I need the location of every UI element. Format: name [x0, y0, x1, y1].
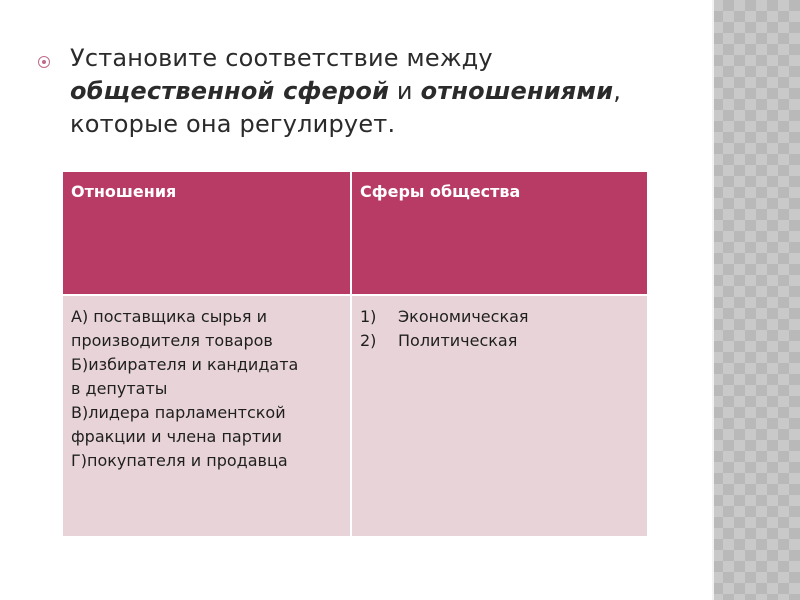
sphere-label: Экономическая: [398, 307, 529, 326]
heading-text-1: Установите соответствие между: [70, 44, 493, 72]
relation-line: в депутаты: [71, 379, 168, 398]
sphere-number: 2): [360, 331, 377, 350]
table-header-row: [63, 172, 647, 295]
header-spheres: Сферы общества: [351, 172, 647, 295]
task-heading: [70, 42, 670, 141]
relation-line: Б)избирателя и кандидата: [71, 355, 299, 374]
matching-table: [63, 172, 647, 536]
sphere-number: 1): [360, 307, 377, 326]
relation-line: производителя товаров: [71, 331, 273, 350]
heading-emphasis-relations: отношениями: [420, 77, 614, 105]
sphere-label: Политическая: [398, 331, 518, 350]
heading-emphasis-sphere: общественной сферой: [70, 77, 390, 105]
relation-line: Г)покупателя и продавца: [71, 451, 288, 470]
list-item: [360, 329, 639, 353]
decorative-side-strip: [712, 0, 800, 600]
bullet-icon: [38, 56, 50, 68]
spheres-cell: [351, 295, 647, 536]
relations-cell: [63, 295, 351, 536]
relation-line: фракции и члена партии: [71, 427, 282, 446]
heading-text-3: , которые она регулирует.: [70, 77, 622, 138]
list-item: [360, 305, 639, 329]
heading-text-2: и: [389, 77, 421, 105]
relation-line: А) поставщика сырья и: [71, 307, 268, 326]
table-row: [63, 295, 647, 536]
sphere-list: [360, 305, 639, 353]
relation-line: В)лидера парламентской: [71, 403, 286, 422]
header-relations: Отношения: [63, 172, 351, 295]
